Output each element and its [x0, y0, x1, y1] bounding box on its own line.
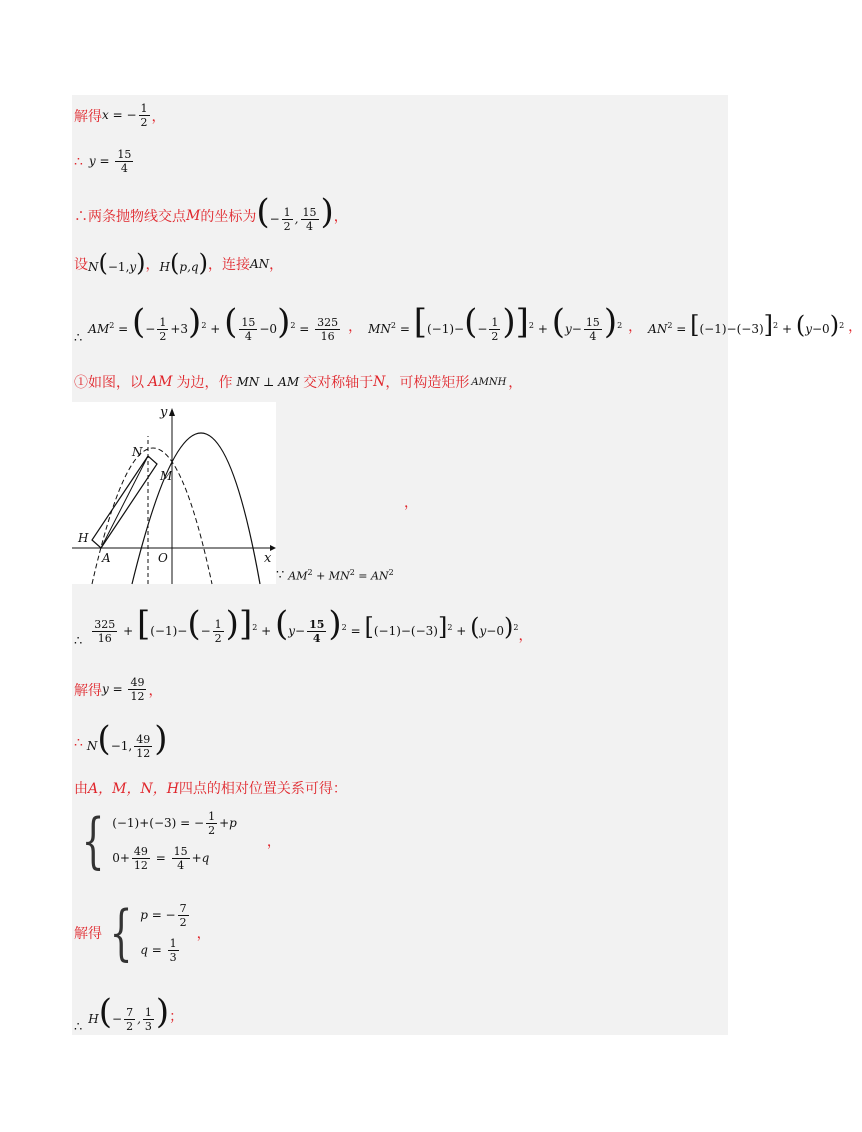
math-n-point: N(−1,y) — [88, 249, 146, 277]
math-y-eq: y = $\frac{15}{4}$ — [88, 148, 132, 175]
x-label: x — [264, 551, 272, 566]
math-n-coord: N(−1, $\frac{49}{12}$ ) — [86, 719, 168, 760]
math-m-coord: (− $\frac{1}{2}$ , $\frac{15}{4}$ ) — [256, 192, 334, 233]
math-mn-squared: $MN^2 = [(-1)-(-$ $\frac{1}{2}$ )]$^2$ + (y− $\frac{15}{4}$ )$^2$ — [368, 302, 623, 343]
graph-comma: ， — [404, 495, 418, 511]
intersection-line: ∴两条抛物线交点 M 的坐标为 (− $\frac{1}{2}$ , $\frac{15}{4}$ ) ， — [74, 192, 348, 233]
therefore-y-line — [74, 148, 135, 175]
pythagorean-line: ∵ $AM^2 + MN^2 = AN^2$ — [276, 568, 394, 583]
solve-y-line: 解得 y = $\frac{49}{12}$ ， — [74, 676, 163, 703]
point-h-line: ∴ H(− $\frac{7}{2}$ , $\frac{1}{3}$ ) ； — [74, 992, 184, 1035]
parabola-figure — [72, 402, 276, 584]
point-n-label: N — [132, 445, 143, 459]
system-eq-2: 0+ $\frac{49}{12}$ = $\frac{15}{4}$ +q — [112, 845, 210, 872]
y-axis-arrow — [169, 408, 175, 416]
solve-pq-line: 解得 { p = − $\frac{7}{2}$ q = $\frac{1}{3}$ ， — [74, 898, 211, 968]
point-a-label: A — [102, 551, 111, 565]
math-h-point: H(p,q) — [159, 249, 208, 277]
set-points-line: 设 N(−1,y) ， H(p,q) ，连接 AN ， — [74, 249, 284, 277]
solve-label: 解得 — [74, 108, 102, 125]
diagonal-an — [101, 456, 148, 548]
equation-line: ∴ $\frac{325}{16}$ + [(−1)−(− $\frac{1}{2}$ )]$^2$ + (y− $\frac{15}{4}$ )$^2 = [(-1)-(-3)]^2 + (y-0)^2$ ， — [74, 604, 533, 649]
therefore-symbol: ∴ — [74, 153, 83, 170]
parabola-solid — [132, 433, 260, 584]
math-am-squared: $AM^2$ = (− $\frac{1}{2}$ +3)$^2$ + ( $\frac{15}{4}$ −0)$^2$ = $\frac{325}{16}$ — [88, 302, 339, 343]
figure-svg — [72, 402, 276, 584]
point-m-label: M — [160, 469, 173, 483]
y-label: y — [160, 405, 168, 420]
construction-line: ①如图，以 AM 为边，作 MN ⊥ AM 交对称轴于 N ，可构造矩形 AMNH ， — [74, 374, 523, 391]
math-x-eq: x = − $\frac{1}{2}$ — [102, 102, 148, 129]
system-equations: { (−1)+(−3) = − $\frac{1}{2}$ +p 0+ $\frac{49}{12}$ = $\frac{15}{4}$ +q ， — [81, 806, 281, 876]
math-y-value: y = $\frac{49}{12}$ — [102, 676, 145, 703]
math-an-squared: $AN^2 = [(-1)-(-3)]^2 + (y-0)^2$ — [648, 311, 845, 339]
q-value: q = $\frac{1}{3}$ — [140, 937, 177, 964]
relative-position-line: 由 A，M，N，H 四点的相对位置关系可得： — [74, 781, 347, 797]
solve-x-line: 解得 x = − $\frac{1}{2}$ ， — [74, 102, 166, 129]
distance-formulas-line: ∴ $AM^2$ = (− $\frac{1}{2}$ +3)$^2$ + ( $\frac{15}{4}$ −0)$^2$ = $\frac{325}{16}$ ， $MN^2 = [(-1)-(-$ $\frac{1}{2}$ )]$^2$ + (y− $\frac{15}{4}$ )$^2$ ， $AN^2 = [(-1)-(-3)]^2 + (y-0)^2$ ， — [74, 302, 862, 346]
p-value: p = − $\frac{7}{2}$ — [140, 902, 187, 929]
math-equation: $\frac{325}{16}$ + [(−1)−(− $\frac{1}{2}$ )]$^2$ + (y− $\frac{15}{4}$ )$^2 = [(-1)-(-3)]^2 + (y-0)^2$ — [94, 604, 519, 645]
system-eq-1: (−1)+(−3) = − $\frac{1}{2}$ +p — [112, 810, 237, 837]
origin-label: O — [158, 551, 168, 565]
point-n-line: ∴ N(−1, $\frac{49}{12}$ ) — [74, 719, 168, 760]
point-h-label: H — [78, 531, 89, 545]
math-h-coord: H(− $\frac{7}{2}$ , $\frac{1}{3}$ ) — [88, 992, 170, 1033]
